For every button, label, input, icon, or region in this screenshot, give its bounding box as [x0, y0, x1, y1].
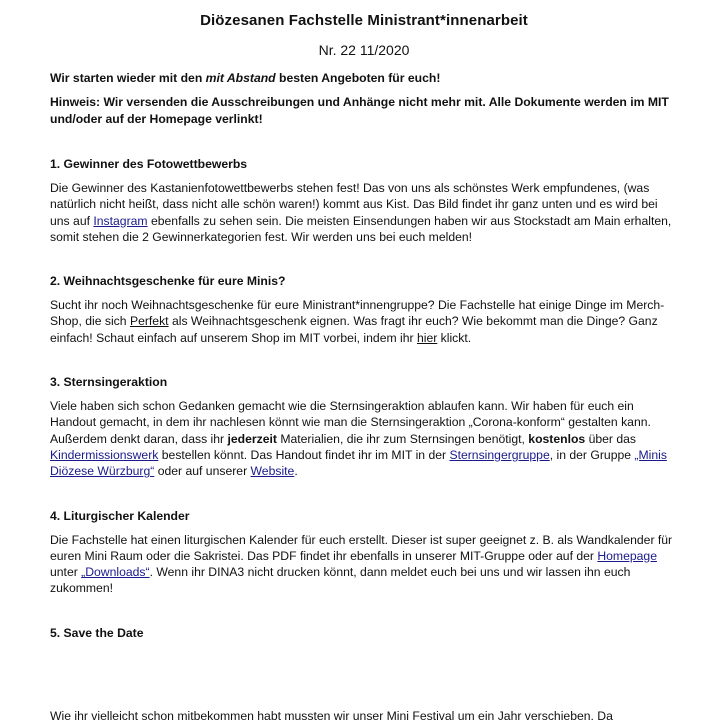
- kindermissionswerk-link[interactable]: Kindermissionswerk: [50, 447, 159, 462]
- body-text: , in der Gruppe: [549, 447, 635, 462]
- body-text: .: [294, 464, 298, 479]
- issue-number: Nr. 22 11/2020: [318, 42, 410, 58]
- section-liturgical-calendar: [50, 508, 678, 597]
- homepage-link[interactable]: Homepage: [597, 548, 657, 563]
- section-heading: 3. Sternsingeraktion: [50, 375, 168, 390]
- body-text: als Weihnachtsgeschenk eignen. Was fragt ihr euch? Wie bekommt man die Dinge? Ganz einfach! Schaut einfach auf unserem Shop im MIT vorbei, indem ihr: [50, 314, 658, 345]
- section-body-cut-off: Wie ihr vielleicht schon mitbekommen habt mussten wir unser Mini Festival um ein Jahr verschieben. Da: [50, 709, 613, 723]
- body-text: Die Fachstelle hat einen liturgischen Kalender für euch erstellt. Dieser ist super geeignet z. B. als Wandkalender für euren Mini Raum oder die Sakristei. Das PDF findet ihr ebenfalls in unserer MIT-Gruppe oder auf der: [50, 532, 673, 563]
- website-link[interactable]: Website: [250, 464, 295, 479]
- section-body: [50, 398, 678, 479]
- body-text: Die Gewinner des Kastanienfotowettbewerbs stehen fest! Das von uns als schönstes Werk empfundenes, (was natürlich nicht heißt, dass nicht alle schön waren!) kommt aus Kist. Das Bild findet ihr ganz unten und es wird bei uns auf: [50, 181, 658, 228]
- minis-group-link[interactable]: „Minis Diözese Würzburg“: [50, 447, 667, 479]
- section-christmas-gifts: [50, 273, 678, 346]
- downloads-link[interactable]: „Downloads“: [81, 565, 150, 580]
- intro-emphasis: mit Abstand: [205, 71, 276, 85]
- perfekt-underlined: Perfekt: [129, 314, 169, 329]
- body-text: . Wenn ihr DINA3 nicht drucken könnt, dann meldet euch bei uns und wir lassen ihn euch zukommen!: [50, 565, 631, 596]
- body-text: bestellen könnt. Das Handout findet ihr im MIT in der: [158, 447, 450, 462]
- shop-here-link[interactable]: hier: [416, 330, 438, 345]
- body-text: oder auf unserer: [154, 464, 251, 479]
- section-body: [50, 532, 678, 597]
- body-text: klickt.: [437, 330, 472, 345]
- body-text: Viele haben sich schon Gedanken gemacht wie die Sternsingeraktion ablaufen kann. Wir haben für euch ein Handout gemacht, in dem ihr nachlesen könnt wie man die Sternsingeraktion „Corona-konform“ gestalten kann. Außerdem denkt daran, dass ihr: [50, 399, 651, 446]
- intro-text-a: Wir starten wieder mit den: [50, 71, 206, 85]
- section-photo-contest: [50, 156, 678, 245]
- body-text: Materialien, die ihr zum Sternsingen benötigt,: [276, 431, 529, 446]
- body-text: über das: [585, 431, 637, 446]
- intro-notice: Hinweis: Wir versenden die Ausschreibungen und Anhänge nicht mehr mit. Alle Dokumente werden im MIT und/oder auf der Homepage verlinkt!: [50, 95, 669, 126]
- sternsingergruppe-link[interactable]: Sternsingergruppe: [449, 447, 550, 462]
- section-heading: 2. Weihnachtsgeschenke für eure Minis?: [50, 274, 286, 289]
- intro-text-b: besten Angeboten für euch!: [275, 71, 441, 85]
- section-star-singers: [50, 374, 678, 479]
- section-heading: 5. Save the Date: [50, 625, 144, 640]
- body-text: unter: [50, 565, 82, 580]
- section-save-the-date: [50, 625, 678, 642]
- bold-jederzeit: jederzeit: [227, 431, 277, 446]
- section-body: [50, 180, 678, 245]
- section-body: [50, 297, 678, 346]
- page-title: Diözesanen Fachstelle Ministrant*innenarbeit: [200, 12, 528, 29]
- section-heading: 4. Liturgischer Kalender: [50, 508, 190, 523]
- section-heading: 1. Gewinner des Fotowettbewerbs: [50, 157, 248, 171]
- bold-kostenlos: kostenlos: [528, 431, 586, 446]
- intro-line: [50, 70, 678, 87]
- body-text: Sucht ihr noch Weihnachtsgeschenke für eure Ministrant*innengruppe? Die Fachstelle hat einige Dinge im Merch-Shop, die sich: [50, 298, 665, 329]
- body-text: ebenfalls zu sehen sein. Die meisten Einsendungen haben wir aus Stockstadt am Main erhalten, somit stehen die 2 Gewinnerkategorien fest. Wir werden uns bei euch melden!: [50, 213, 672, 244]
- instagram-link[interactable]: Instagram: [93, 213, 148, 228]
